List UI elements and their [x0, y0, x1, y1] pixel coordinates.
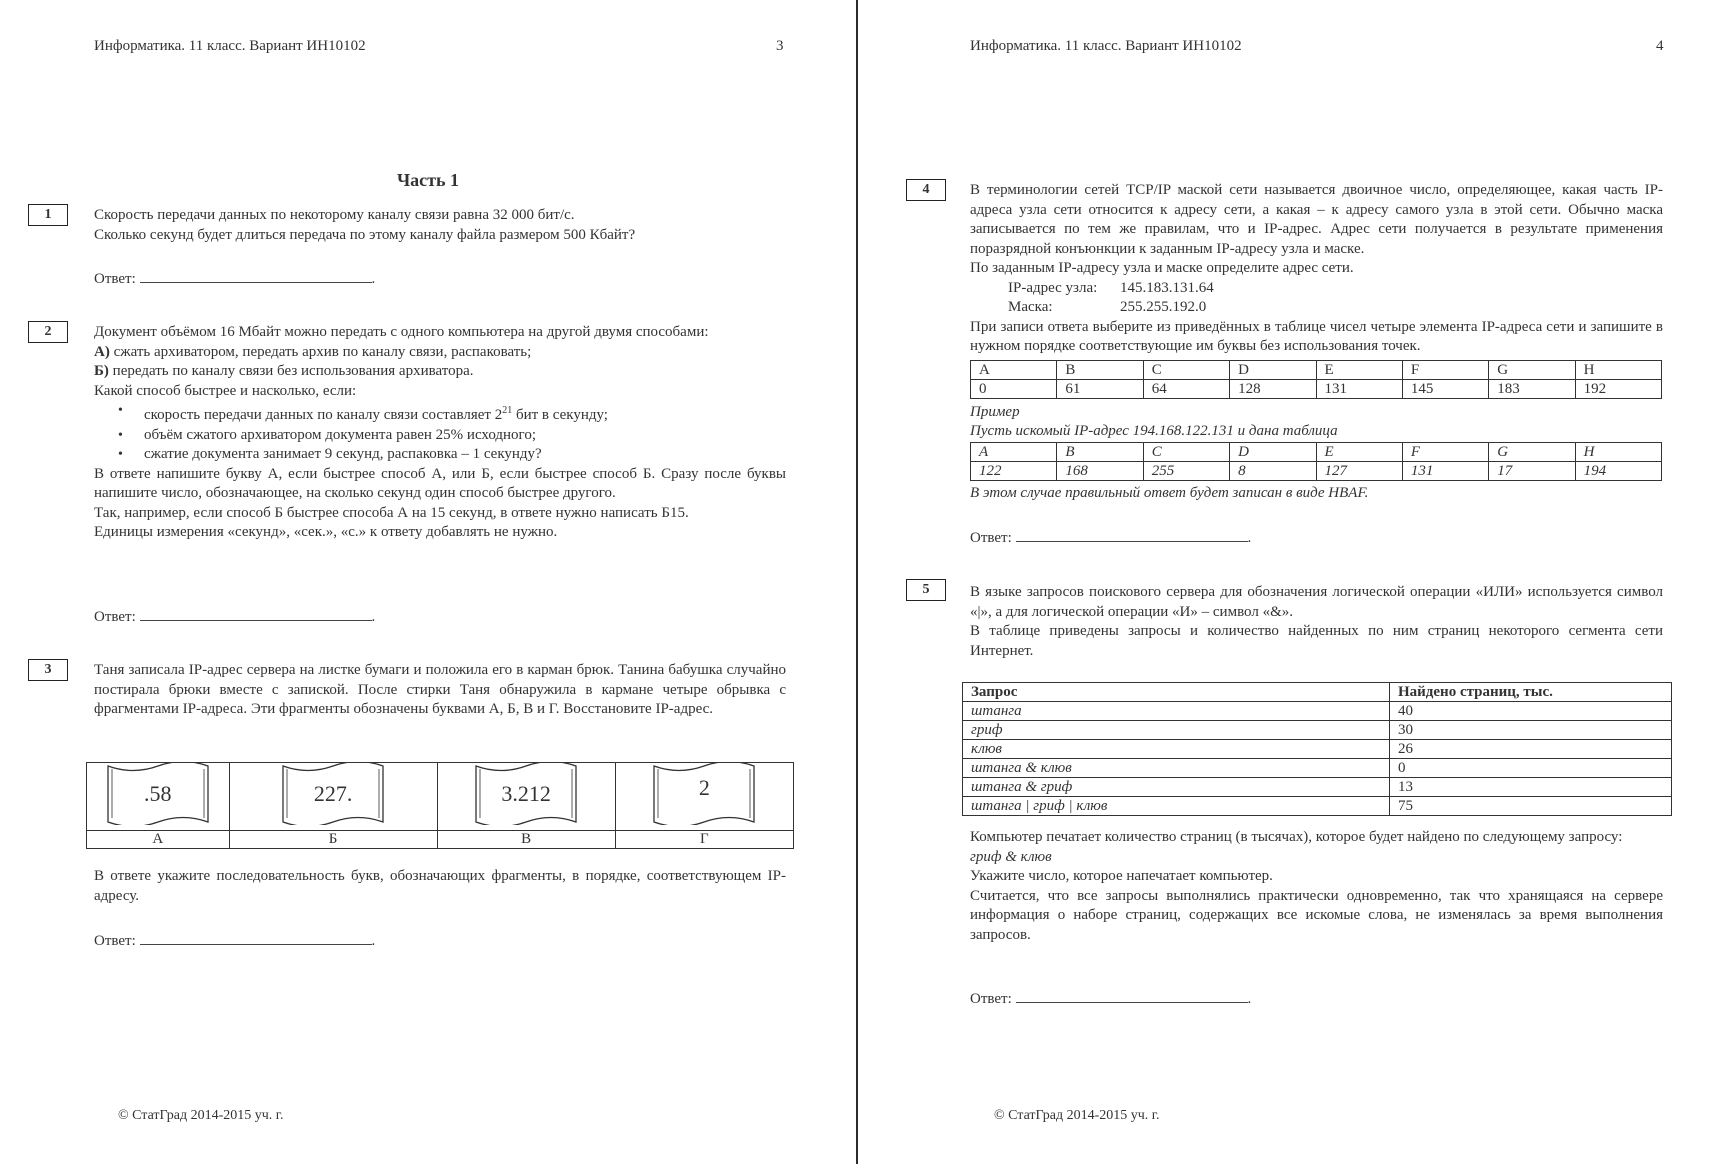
table-value-cell: 128 — [1230, 380, 1316, 399]
example-letter-cell: C — [1143, 443, 1229, 462]
count-cell: 26 — [1390, 740, 1672, 759]
query-cell: штанга & гриф — [963, 778, 1390, 797]
q4-task: По заданным IP-адресу узла и маске определите адрес сети. — [970, 260, 1354, 276]
q2-instruction-3: Единицы измерения «секунд», «сек.», «с.» к ответу добавлять не нужно. — [94, 524, 558, 540]
count-cell: 75 — [1390, 797, 1672, 816]
q4-instruction: При записи ответа выберите из приведённых в таблице чисел четыре элемента IP-адреса сети и запишите в нужном порядке соответствующие им буквы без использования точек. — [970, 318, 1663, 354]
q5-after-3: Считается, что все запросы выполнялись практически одновременно, так что хранящаяся на сервере информация о наборе страниц, содержащих все искомые слова, не изменялась за время выполнения запросов. — [970, 887, 1663, 943]
query-cell: штанга — [963, 702, 1390, 721]
column-header: Запрос — [963, 683, 1390, 702]
q5-after-2: Укажите число, которое напечатает компьютер. — [970, 868, 1273, 884]
q2-question: Какой способ быстрее и насколько, если: — [94, 382, 357, 399]
example-letter-cell: B — [1057, 443, 1143, 462]
example-letter-cell: H — [1575, 443, 1661, 462]
example-value-cell: 194 — [1575, 462, 1661, 481]
question-number: 2 — [28, 321, 68, 343]
query-cell: штанга & клюв — [963, 759, 1390, 778]
count-cell: 40 — [1390, 702, 1672, 721]
table-letter-cell: B — [1057, 361, 1143, 380]
q5-text-2: В таблице приведены запросы и количество найденных по ним страниц некоторого сегмента сети Интернет. — [970, 623, 1663, 659]
example-value-cell: 168 — [1057, 462, 1143, 481]
table-letter-cell: C — [1143, 361, 1229, 380]
table-value-cell: 145 — [1402, 380, 1488, 399]
table-value-cell: 192 — [1575, 380, 1661, 399]
question-number: 5 — [906, 579, 946, 601]
answer-field-4[interactable]: Ответ: . — [970, 530, 1252, 546]
fragment-label: Г — [615, 831, 793, 849]
part-title: Часть 1 — [396, 170, 460, 190]
q4-ip-line: IP-адрес узла: 145.183.131.64 — [1008, 279, 1214, 296]
q2-option-a: А) сжать архиватором, передать архив по каналу связи, распаковать; — [94, 343, 532, 360]
q2-condition-3: • сжатие документа занимает 9 секунд, распаковка – 1 секунду? — [144, 445, 786, 465]
q4-mask-line: Маска: 255.255.192.0 — [1008, 299, 1207, 315]
answer-line[interactable] — [1016, 990, 1248, 1003]
table-value-cell: 0 — [971, 380, 1057, 399]
table-letter-cell: A — [971, 361, 1057, 380]
table-letter-cell: F — [1402, 361, 1488, 380]
page-number: 3 — [776, 38, 784, 54]
example-letter-cell: A — [971, 443, 1057, 462]
table-value-cell: 64 — [1143, 380, 1229, 399]
answer-line[interactable] — [140, 608, 372, 621]
table-letter-cell: D — [1230, 361, 1316, 380]
answer-label: Ответ: — [94, 271, 136, 287]
table-row — [963, 702, 1672, 721]
answer-label: Ответ: — [970, 530, 1012, 546]
answer-label: Ответ: — [970, 991, 1012, 1007]
answer-label: Ответ: — [94, 609, 136, 625]
query-cell: штанга | гриф | клюв — [963, 797, 1390, 816]
question-number: 4 — [906, 179, 946, 201]
column-header: Найдено страниц, тыс. — [1390, 683, 1672, 702]
table-row — [963, 778, 1672, 797]
q2-option-b: Б) передать по каналу связи без использования архиватора. — [94, 363, 474, 379]
q5-query-table — [962, 682, 1672, 816]
table-row — [963, 797, 1672, 816]
example-letter-cell: F — [1402, 443, 1488, 462]
table-letter-cell: G — [1489, 361, 1575, 380]
q2-conditions — [94, 401, 786, 465]
question-1-text — [94, 206, 786, 245]
example-answer: В этом случае правильный ответ будет записан в виде HBAF. — [970, 485, 1369, 501]
fragment-card: .58 — [87, 763, 230, 831]
table-letter-cell: H — [1575, 361, 1661, 380]
q1-line-1: Скорость передачи данных по некоторому каналу связи равна 32 000 бит/с. — [94, 207, 575, 223]
answer-field-3[interactable]: Ответ: . — [94, 933, 376, 949]
example-value-cell: 131 — [1402, 462, 1488, 481]
table-row — [963, 721, 1672, 740]
question-3-text: Таня записала IP-адрес сервера на листке бумаги и положила его в карман брюк. Танина бабушка случайно постирала брюки вместе с запиской. После стирки Таня обнаружила в кармане четыре обрывка с фрагментами IP-адреса. Эти фрагменты обозначены буквами А, Б, В и Г. Восстановите IP-адрес. — [94, 662, 786, 717]
q5-query: гриф & клюв — [970, 848, 1052, 865]
page-footer: © СтатГрад 2014-2015 уч. г. — [994, 1108, 1160, 1123]
table-row — [963, 740, 1672, 759]
q5-text-1: В языке запросов поискового сервера для обозначения логической операции «ИЛИ» используется символ «|», а для логической операции «И» – символ «&». — [970, 584, 1663, 620]
q3-instruction: В ответе укажите последовательность букв, обозначающих фрагменты, в порядке, соответствующем IP-адресу. — [94, 868, 786, 904]
count-cell: 30 — [1390, 721, 1672, 740]
count-cell: 13 — [1390, 778, 1672, 797]
q2-intro: Документ объёмом 16 Мбайт можно передать с одного компьютера на другой двумя способами: — [94, 324, 709, 340]
example-value-cell: 17 — [1489, 462, 1575, 481]
left-page — [0, 0, 856, 1164]
answer-line[interactable] — [1016, 529, 1248, 542]
q2-instruction-1: В ответе напишите букву А, если быстрее способ А, или Б, если быстрее способ Б. Сразу после буквы напишите число, обозначающее, на сколько секунд один способ быстрее другого. — [94, 465, 786, 501]
query-cell: клюв — [963, 740, 1390, 759]
answer-field-5[interactable]: Ответ: . — [970, 991, 1252, 1007]
table-value-cell: 61 — [1057, 380, 1143, 399]
fragment-card: 227. — [229, 763, 437, 831]
answer-line[interactable] — [140, 270, 372, 283]
example-text: Пусть искомый IP-адрес 194.168.122.131 и дана таблица — [970, 423, 1338, 439]
q2-condition-1: • скорость передачи данных по каналу связи составляет $2^{21}$ бит в секунду; — [144, 401, 786, 426]
fragment-label: Б — [229, 831, 437, 849]
fragment-card: 3.212 — [437, 763, 615, 831]
table-value-cell: 131 — [1316, 380, 1402, 399]
example-value-cell: 8 — [1230, 462, 1316, 481]
question-4-text — [970, 181, 1663, 357]
fragments-table — [86, 762, 794, 849]
table-row — [963, 759, 1672, 778]
q4-text: В терминологии сетей TCP/IP маской сети называется двоичное число, определяющее, какая часть IP-адреса узла сети относится к адресу сети, а какая – к адресу самого узла в этой сети. Обычно маска записывается по тем же правилам, что и IP-адрес. Адрес сети получается в результате применения поразрядной конъюнкции к заданным IP-адресу узла и маске. — [970, 182, 1663, 257]
page-number: 4 — [1656, 38, 1664, 54]
example-letter-cell: G — [1489, 443, 1575, 462]
question-5-text — [970, 583, 1663, 661]
page-header: Информатика. 11 класс. Вариант ИН10102 — [94, 38, 366, 54]
right-page — [858, 0, 1714, 1164]
table-value-cell: 183 — [1489, 380, 1575, 399]
answer-line[interactable] — [140, 932, 372, 945]
example-letter-cell: E — [1316, 443, 1402, 462]
answer-label: Ответ: — [94, 933, 136, 949]
query-cell: гриф — [963, 721, 1390, 740]
page-header: Информатика. 11 класс. Вариант ИН10102 — [970, 38, 1242, 54]
q4-example-table — [970, 442, 1662, 481]
example-title: Пример — [970, 404, 1020, 420]
question-5-after — [970, 828, 1663, 945]
count-cell: 0 — [1390, 759, 1672, 778]
q5-after-1: Компьютер печатает количество страниц (в тысячах), которое будет найдено по следующему запросу: — [970, 829, 1623, 845]
fragment-label: А — [87, 831, 230, 849]
page-footer: © СтатГрад 2014-2015 уч. г. — [118, 1108, 284, 1123]
q4-values-table — [970, 360, 1662, 399]
table-letter-cell: E — [1316, 361, 1402, 380]
question-2-text — [94, 323, 786, 543]
question-number: 3 — [28, 659, 68, 681]
fragment-card: 2 — [615, 763, 793, 831]
fragment-label: В — [437, 831, 615, 849]
example-letter-cell: D — [1230, 443, 1316, 462]
example-value-cell: 255 — [1143, 462, 1229, 481]
answer-field-2[interactable]: Ответ: . — [94, 609, 376, 625]
question-number: 1 — [28, 204, 68, 226]
q1-line-2: Сколько секунд будет длиться передача по этому каналу файла размером 500 Кбайт? — [94, 226, 636, 243]
example-value-cell: 127 — [1316, 462, 1402, 481]
q2-instruction-2: Так, например, если способ Б быстрее способа А на 15 секунд, в ответе нужно написать Б15. — [94, 504, 689, 521]
answer-field-1[interactable]: Ответ: . — [94, 271, 376, 287]
q2-condition-2: • объём сжатого архиватором документа равен 25% исходного; — [144, 426, 786, 446]
example-value-cell: 122 — [971, 462, 1057, 481]
